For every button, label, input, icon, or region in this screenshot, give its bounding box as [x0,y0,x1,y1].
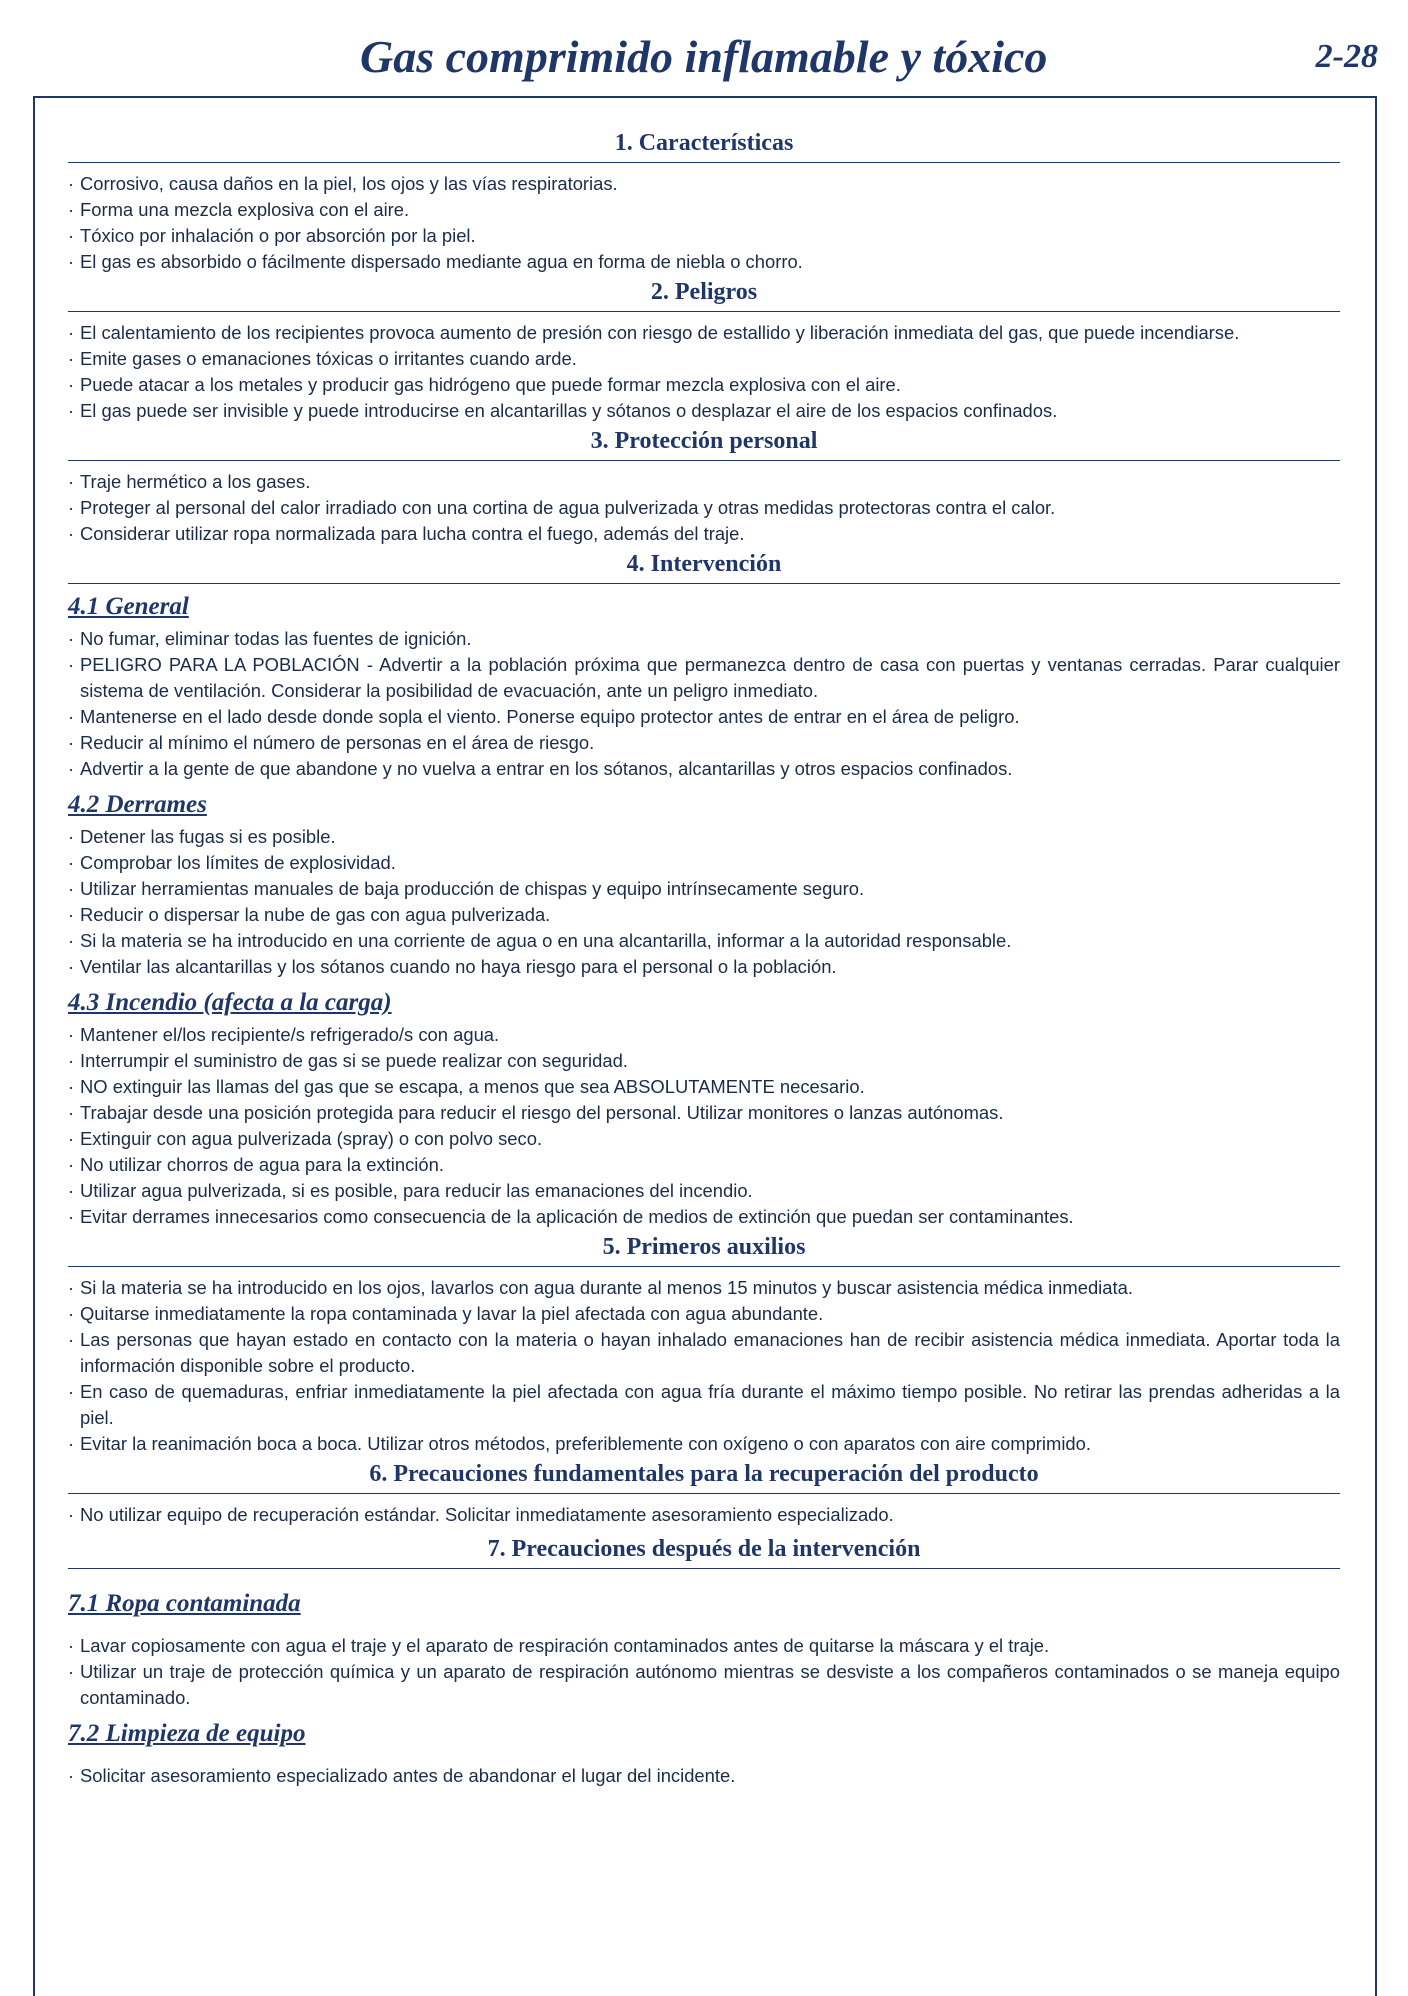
subsection-title: 7.1 Ropa contaminada [68,1590,301,1617]
section-title: 3. Protección personal [68,426,1340,461]
list-item: · Utilizar un traje de protección química y un aparato de respiración autónomo mientras se desviste a los compañeros contaminados o se maneja equipo contaminado. [68,1659,1340,1711]
list-item: · Comprobar los límites de explosividad. [68,850,1340,876]
section-post-intervention [68,1534,1340,1789]
section-first-aid [68,1232,1340,1457]
list-item: · NO extinguir las llamas del gas que se escapa, a menos que sea ABSOLUTAMENTE necesario. [68,1074,1340,1100]
section-hazards [68,277,1340,424]
section-intervention [68,549,1340,1230]
bullet-list [68,1022,1340,1230]
list-item: · El gas puede ser invisible y puede introducirse en alcantarillas y sótanos o desplazar el aire de los espacios confinados. [68,398,1340,424]
bullet-list [68,824,1340,980]
section-title: 7. Precauciones después de la intervención [68,1534,1340,1569]
page-number: 2-28 [1315,38,1378,75]
section-title: 6. Precauciones fundamentales para la recuperación del producto [68,1459,1340,1494]
list-item: · El gas es absorbido o fácilmente dispersado mediante agua en forma de niebla o chorro. [68,249,1340,275]
list-item: · Detener las fugas si es posible. [68,824,1340,850]
section-characteristics [68,128,1340,275]
list-item: · Las personas que hayan estado en contacto con la materia o hayan inhalado emanaciones han de recibir asistencia médica inmediata. Aportar toda la información disponible sobre el producto. [68,1327,1340,1379]
list-item: · Ventilar las alcantarillas y los sótanos cuando no haya riesgo para el personal o la población. [68,954,1340,980]
document-body [68,128,1340,1791]
list-item: · Evitar la reanimación boca a boca. Utilizar otros métodos, preferiblemente con oxígeno o con aparatos con aire comprimido. [68,1431,1340,1457]
page-title: Gas comprimido inflamable y tóxico [360,31,1048,82]
bullet-list [68,1633,1340,1711]
list-item: · Mantenerse en el lado desde donde sopla el viento. Ponerse equipo protector antes de entrar en el área de peligro. [68,704,1340,730]
list-item: · Forma una mezcla explosiva con el aire. [68,197,1340,223]
bullet-list [68,626,1340,782]
list-item: · Considerar utilizar ropa normalizada para lucha contra el fuego, además del traje. [68,521,1340,547]
section-personal-protection [68,426,1340,547]
list-item: · No fumar, eliminar todas las fuentes de ignición. [68,626,1340,652]
bullet-list [68,171,1340,275]
list-item: · Traje hermético a los gases. [68,469,1340,495]
list-item: · Utilizar herramientas manuales de baja producción de chispas y equipo intrínsecamente seguro. [68,876,1340,902]
section-recovery-precautions [68,1459,1340,1528]
bullet-list [68,469,1340,547]
list-item: · Trabajar desde una posición protegida para reducir el riesgo del personal. Utilizar monitores o lanzas autónomas. [68,1100,1340,1126]
list-item: · Solicitar asesoramiento especializado antes de abandonar el lugar del incidente. [68,1763,1340,1789]
list-item: · Si la materia se ha introducido en los ojos, lavarlos con agua durante al menos 15 minutos y buscar asistencia médica inmediata. [68,1275,1340,1301]
list-item: · El calentamiento de los recipientes provoca aumento de presión con riesgo de estallido y liberación inmediata del gas, que puede incendiarse. [68,320,1340,346]
list-item: · Lavar copiosamente con agua el traje y el aparato de respiración contaminados antes de quitarse la máscara y el traje. [68,1633,1340,1659]
section-title: 2. Peligros [68,277,1340,312]
subsection-title: 4.2 Derrames [68,791,207,818]
bullet-list [68,1763,1340,1789]
list-item: · Reducir al mínimo el número de personas en el área de riesgo. [68,730,1340,756]
list-item: · Evitar derrames innecesarios como consecuencia de la aplicación de medios de extinción que puedan ser contaminantes. [68,1204,1340,1230]
list-item: · Proteger al personal del calor irradiado con una cortina de agua pulverizada y otras medidas protectoras contra el calor. [68,495,1340,521]
list-item: · Advertir a la gente de que abandone y no vuelva a entrar en los sótanos, alcantarillas y otros espacios confinados. [68,756,1340,782]
list-item: · Utilizar agua pulverizada, si es posible, para reducir las emanaciones del incendio. [68,1178,1340,1204]
section-title: 1. Características [68,128,1340,163]
list-item: · Quitarse inmediatamente la ropa contaminada y lavar la piel afectada con agua abundante. [68,1301,1340,1327]
list-item: · Mantener el/los recipiente/s refrigerado/s con agua. [68,1022,1340,1048]
list-item: · PELIGRO PARA LA POBLACIÓN - Advertir a la población próxima que permanezca dentro de casa con puertas y ventanas cerradas. Parar cualquier sistema de ventilación. Considerar la posibilidad de evacuación, ante un peligro inmediato. [68,652,1340,704]
list-item: · Puede atacar a los metales y producir gas hidrógeno que puede formar mezcla explosiva con el aire. [68,372,1340,398]
list-item: · Reducir o dispersar la nube de gas con agua pulverizada. [68,902,1340,928]
list-item: · Si la materia se ha introducido en una corriente de agua o en una alcantarilla, informar a la autoridad responsable. [68,928,1340,954]
list-item: · No utilizar chorros de agua para la extinción. [68,1152,1340,1178]
section-title: 5. Primeros auxilios [68,1232,1340,1267]
list-item: · Interrumpir el suministro de gas si se puede realizar con seguridad. [68,1048,1340,1074]
page-header [0,0,1408,92]
bullet-list [68,1502,1340,1528]
list-item: · En caso de quemaduras, enfriar inmediatamente la piel afectada con agua fría durante el máximo tiempo posible. No retirar las prendas adheridas a la piel. [68,1379,1340,1431]
list-item: · Emite gases o emanaciones tóxicas o irritantes cuando arde. [68,346,1340,372]
list-item: · No utilizar equipo de recuperación estándar. Solicitar inmediatamente asesoramiento especializado. [68,1502,1340,1528]
bullet-list [68,1275,1340,1457]
list-item: · Extinguir con agua pulverizada (spray) o con polvo seco. [68,1126,1340,1152]
subsection-title: 4.3 Incendio (afecta a la carga) [68,989,392,1016]
subsection-title: 4.1 General [68,593,189,620]
list-item: · Tóxico por inhalación o por absorción por la piel. [68,223,1340,249]
list-item: · Corrosivo, causa daños en la piel, los ojos y las vías respiratorias. [68,171,1340,197]
subsection-title: 7.2 Limpieza de equipo [68,1720,306,1747]
section-title: 4. Intervención [68,549,1340,584]
bullet-list [68,320,1340,424]
